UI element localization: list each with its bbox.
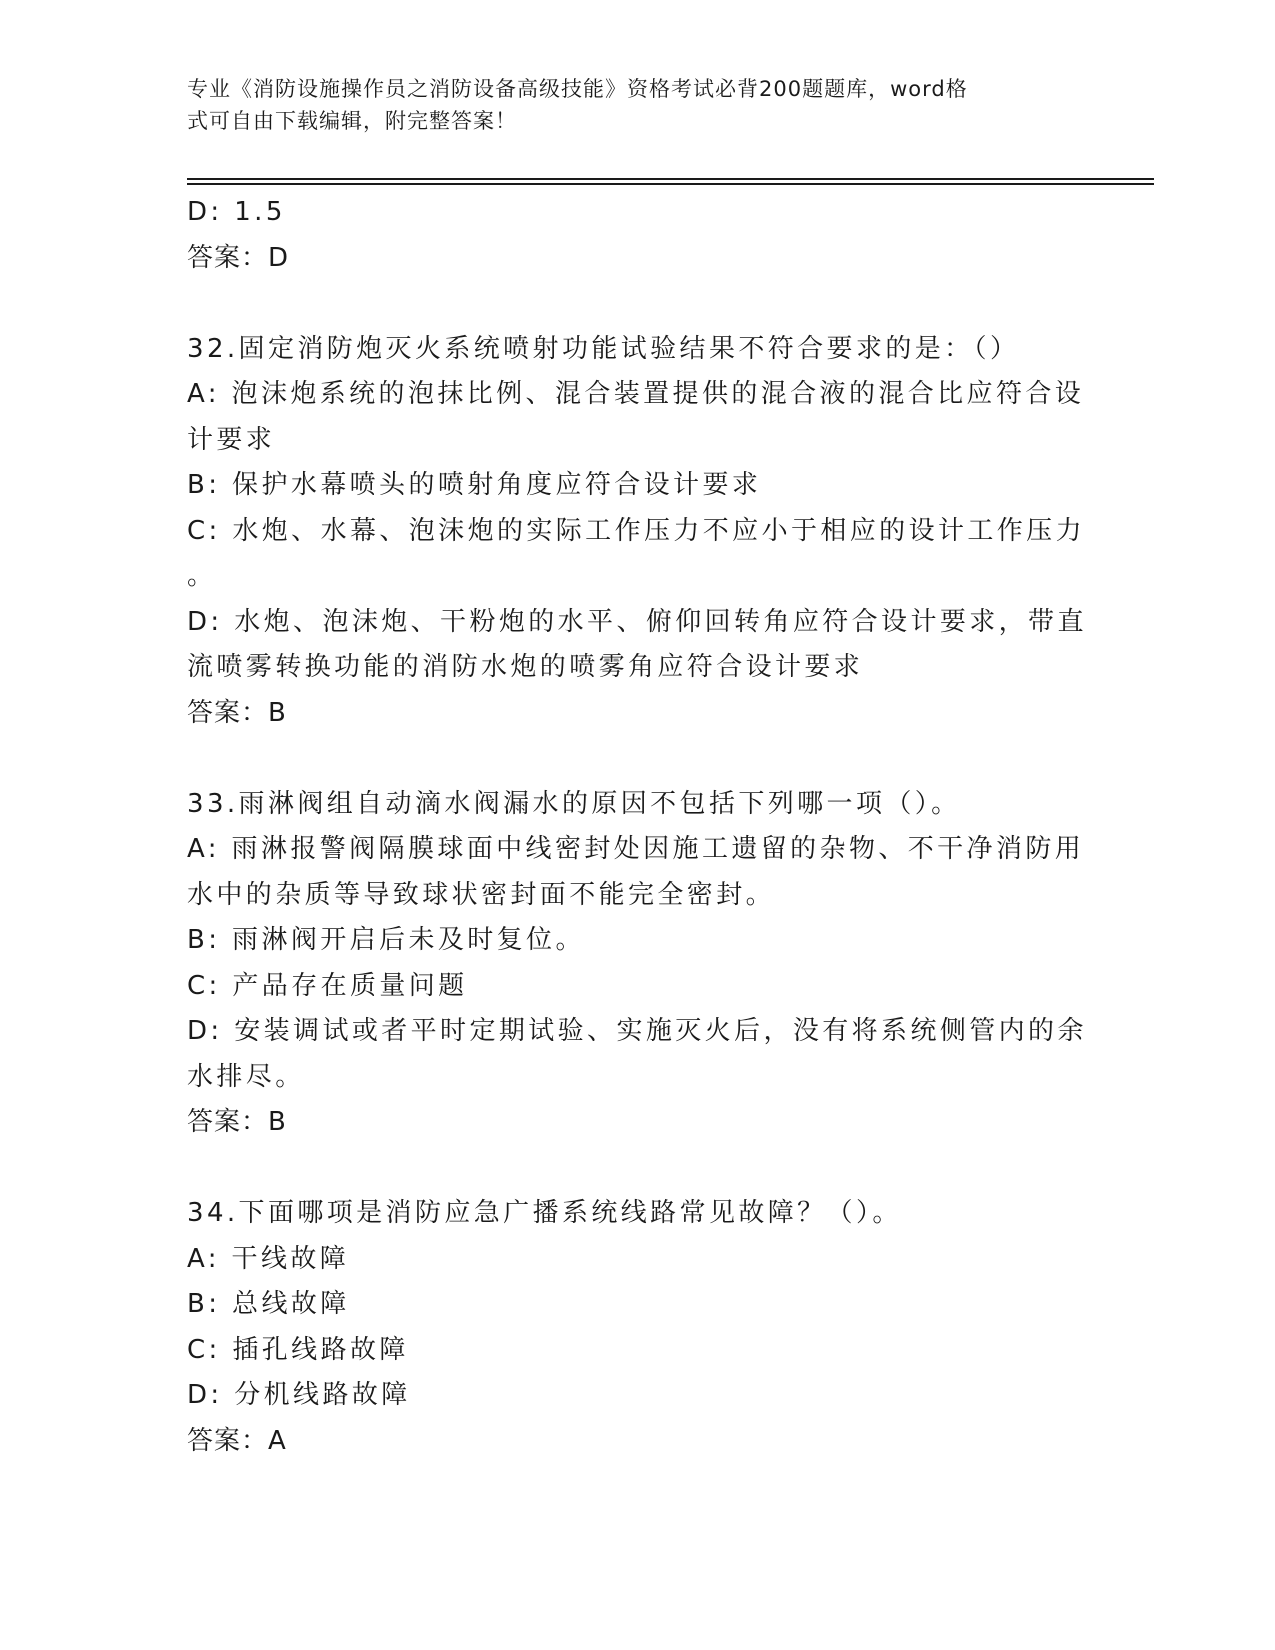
- option-a-continued: 计要求: [187, 424, 276, 455]
- option-c: C: 插孔线路故障: [187, 1334, 409, 1365]
- header-divider-top: [187, 178, 1154, 180]
- answer-line: 答案：B: [187, 697, 287, 728]
- question-32: [187, 327, 1087, 737]
- question-stem: 32.固定消防炮灭火系统喷射功能试验结果不符合要求的是：（）: [187, 333, 1020, 364]
- spacer: [187, 736, 1087, 782]
- option-b: B: 总线故障: [187, 1289, 350, 1319]
- previous-question-tail: [187, 190, 1087, 281]
- spacer: [187, 1146, 1087, 1192]
- document-header: [187, 73, 1067, 137]
- question-list: [187, 190, 1087, 1464]
- question-33: [187, 782, 1087, 1146]
- header-line-2: 式可自由下载编辑，附完整答案！: [187, 109, 517, 133]
- question-34: [187, 1191, 1087, 1464]
- option-d: D: 水炮、泡沫炮、干粉炮的水平、俯仰回转角应符合设计要求，带直: [187, 606, 1087, 637]
- option-a: A: 泡沫炮系统的泡抹比例、混合装置提供的混合液的混合比应符合设: [187, 379, 1085, 409]
- option-d: D: 分机线路故障: [187, 1380, 411, 1410]
- header-line-1: 专业《消防设施操作员之消防设备高级技能》资格考试必背200题题库，word格: [187, 77, 968, 101]
- option-d: D: 1.5: [187, 197, 286, 227]
- question-stem: 34.下面哪项是消防应急广播系统线路常见故障？（）。: [187, 1198, 902, 1228]
- option-a-continued: 水中的杂质等导致球状密封面不能完全密封。: [187, 879, 776, 910]
- option-b: B: 保护水幕喷头的喷射角度应符合设计要求: [187, 470, 762, 500]
- option-c: C: 水炮、水幕、泡沫炮的实际工作压力不应小于相应的设计工作压力: [187, 515, 1085, 546]
- answer-line: 答案：D: [187, 242, 290, 273]
- spacer: [187, 281, 1087, 327]
- answer-line: 答案：B: [187, 1107, 287, 1137]
- answer-line: 答案：A: [187, 1425, 287, 1456]
- option-d: D: 安装调试或者平时定期试验、实施灭火后，没有将系统侧管内的余: [187, 1016, 1087, 1046]
- header-divider-bottom: [187, 183, 1154, 185]
- option-d-continued: 流喷雾转换功能的消防水炮的喷雾角应符合设计要求: [187, 652, 864, 682]
- option-a: A: 干线故障: [187, 1243, 350, 1274]
- option-a: A: 雨淋报警阀隔膜球面中线密封处因施工遗留的杂物、不干净消防用: [187, 834, 1085, 864]
- question-stem: 33.雨淋阀组自动滴水阀漏水的原因不包括下列哪一项（）。: [187, 788, 961, 819]
- option-b: B: 雨淋阀开启后未及时复位。: [187, 925, 585, 955]
- option-d-continued: 水排尽。: [187, 1061, 305, 1092]
- option-c-continued: 。: [187, 561, 217, 591]
- option-c: C: 产品存在质量问题: [187, 970, 468, 1001]
